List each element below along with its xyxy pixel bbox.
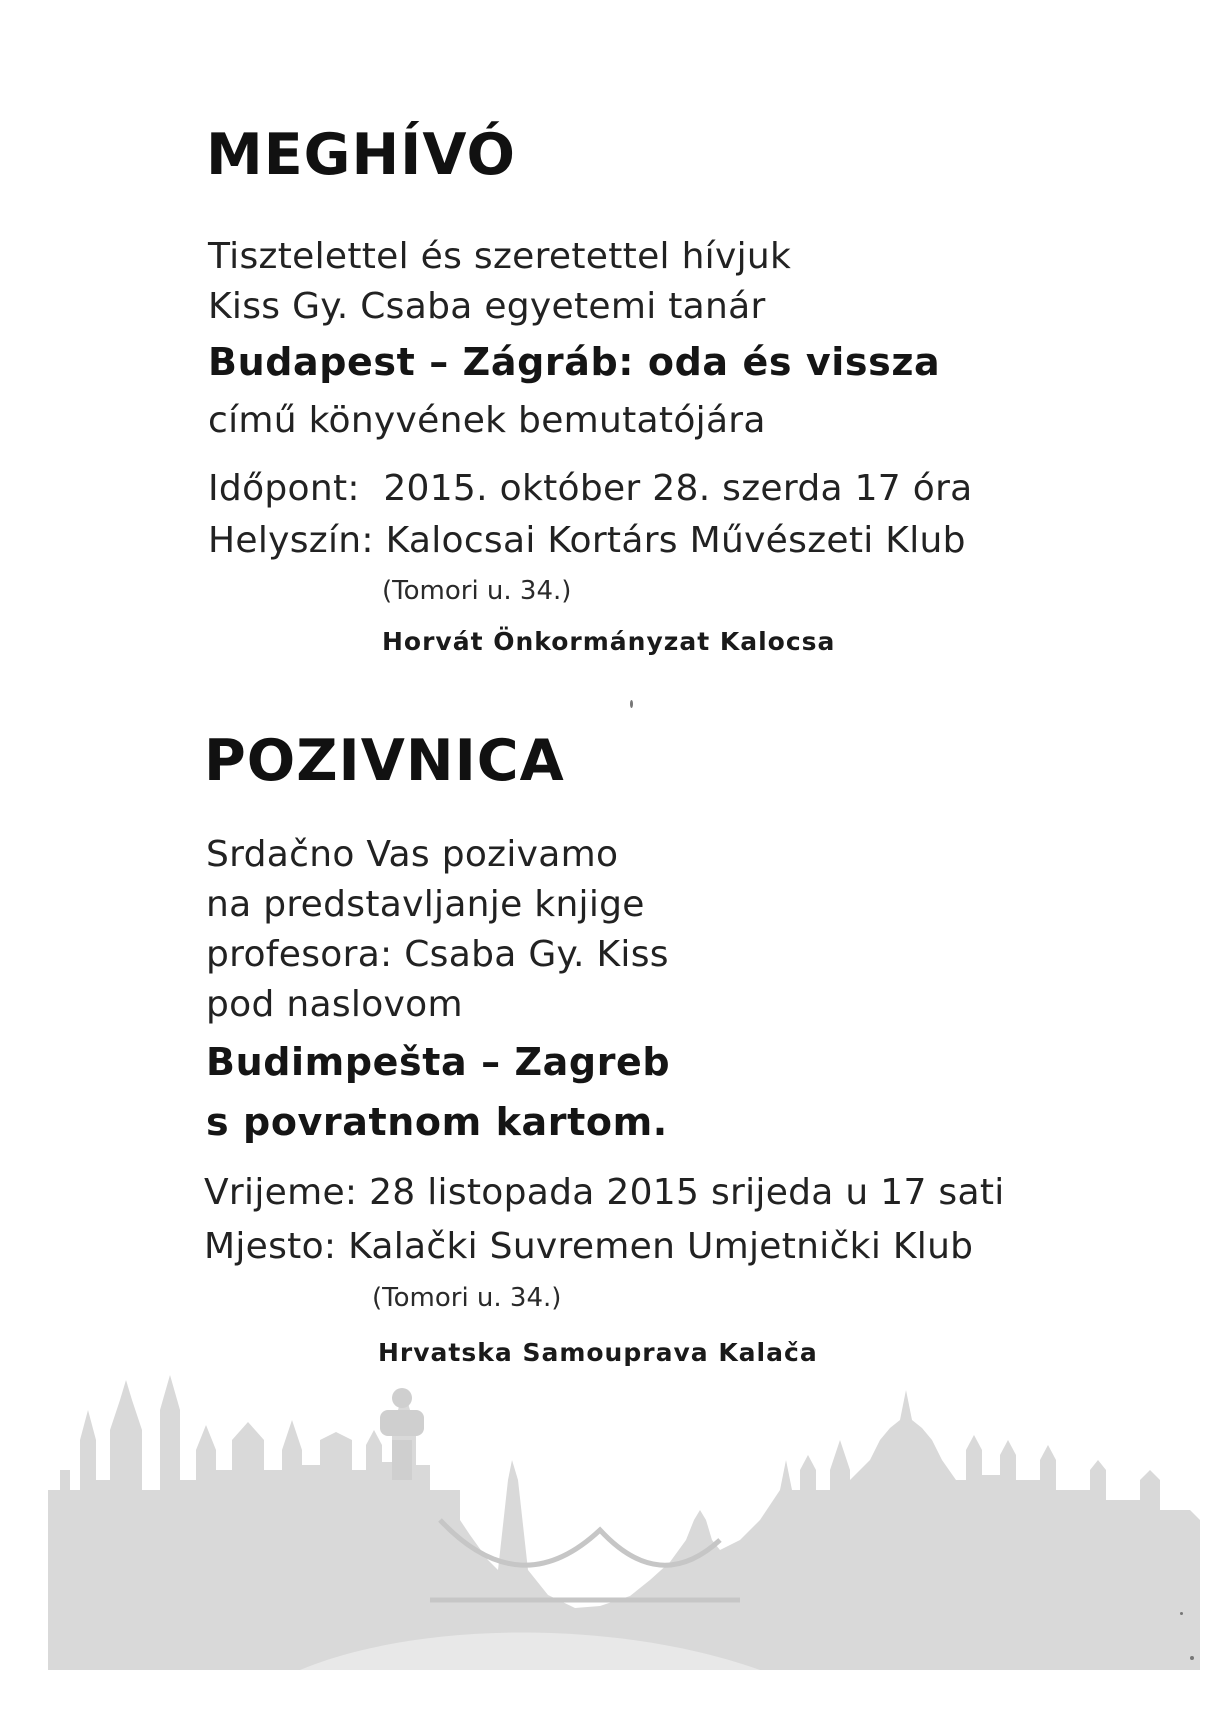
skyline-silhouette [48,1375,1200,1670]
croatian-intro-line2: na predstavljanje knjige [206,884,645,925]
croatian-address: (Tomori u. 34.) [372,1283,562,1313]
scan-speck [1180,1612,1183,1615]
croatian-intro-line1: Srdačno Vas pozivamo [206,834,619,875]
hungarian-intro-line1: Tisztelettel és szeretettel hívjuk [208,236,792,277]
hungarian-book-caption: című könyvének bemutatójára [208,400,766,441]
scan-speck [1190,1656,1194,1660]
hungarian-intro-line2: Kiss Gy. Csaba egyetemi tanár [208,286,766,327]
croatian-title: POZIVNICA [204,728,565,794]
croatian-place: Mjesto: Kalački Suvremen Umjetnički Klub [204,1226,974,1267]
hungarian-address: (Tomori u. 34.) [382,576,572,606]
croatian-book-title-line2: s povratnom kartom. [206,1100,668,1144]
croatian-time: Vrijeme: 28 listopada 2015 srijeda u 17 sati [204,1172,1005,1213]
scan-speck [630,700,633,708]
croatian-intro-line4: pod naslovom [206,984,463,1025]
hungarian-title: MEGHÍVÓ [206,122,516,188]
city-skyline-illustration [0,1370,1225,1670]
hungarian-book-title: Budapest – Zágráb: oda és vissza [208,340,941,384]
croatian-book-title-line1: Budimpešta – Zagreb [206,1040,671,1084]
croatian-intro-line3: profesora: Csaba Gy. Kiss [206,934,669,975]
hungarian-place: Helyszín: Kalocsai Kortárs Művészeti Klub [208,520,966,561]
croatian-organizer: Hrvatska Samouprava Kalača [378,1338,818,1367]
hungarian-organizer: Horvát Önkormányzat Kalocsa [382,627,836,656]
hungarian-time: Időpont: 2015. október 28. szerda 17 óra [208,468,973,509]
